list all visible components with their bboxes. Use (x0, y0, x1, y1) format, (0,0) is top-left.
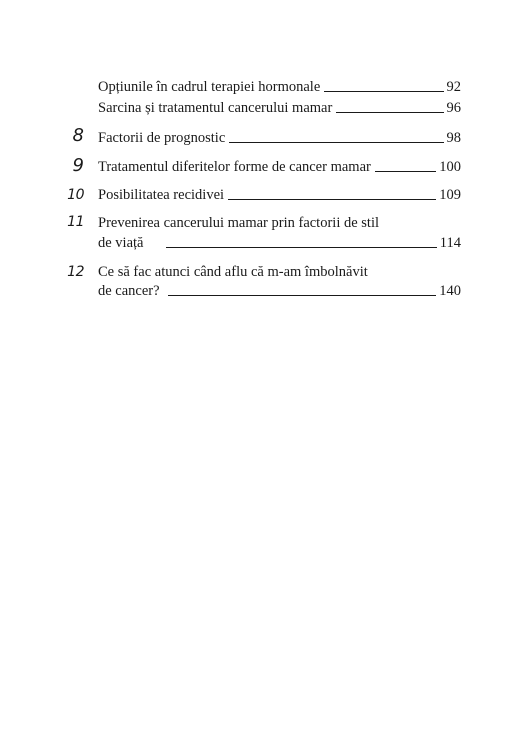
toc-page-number: 109 (439, 187, 461, 203)
toc-entry-title: Tratamentul diferitelor forme de cancer mamar (98, 159, 371, 175)
leader-line (336, 111, 443, 113)
toc-line (98, 232, 461, 252)
toc-entry-title: Factorii de prognostic (98, 130, 226, 146)
toc-line (98, 212, 461, 232)
toc-page-number: 98 (446, 130, 461, 146)
toc-page-number: 114 (439, 235, 461, 251)
toc-line (98, 156, 461, 176)
toc-line (98, 184, 461, 204)
toc-line (98, 280, 461, 300)
toc-entry-title: Ce să fac atunci când aflu că m-am îmbolnăvit (98, 264, 368, 280)
toc-page-number: 92 (446, 79, 461, 95)
toc-line (98, 261, 461, 281)
leader-line (228, 198, 436, 200)
leader-line (229, 141, 443, 143)
leader-line (166, 246, 437, 248)
toc-entry-title-continued: de viață (98, 235, 144, 251)
toc-entry-title: Opțiunile în cadrul terapiei hormonale (98, 79, 321, 95)
chapter-number: 8 (72, 125, 84, 146)
toc-entry-title: Posibilitatea recidivei (98, 187, 225, 203)
chapter-number: 10 (67, 187, 84, 203)
toc-page-number: 96 (446, 100, 461, 116)
leader-line (168, 294, 437, 296)
toc-page-number: 140 (439, 283, 461, 299)
toc-line (98, 76, 461, 96)
leader-line (324, 90, 443, 92)
toc-entry-title: Sarcina și tratamentul cancerului mamar (98, 100, 333, 116)
toc-entry-title-continued: de cancer? (98, 283, 160, 299)
toc-line (98, 97, 461, 117)
toc-page-number: 100 (439, 159, 461, 175)
toc-line (98, 127, 461, 147)
leader-line (375, 170, 436, 172)
chapter-number: 11 (67, 214, 84, 230)
toc-entry-title: Prevenirea cancerului mamar prin factorii de stil (98, 215, 380, 231)
chapter-number: 12 (67, 264, 84, 280)
chapter-number: 9 (72, 155, 84, 176)
